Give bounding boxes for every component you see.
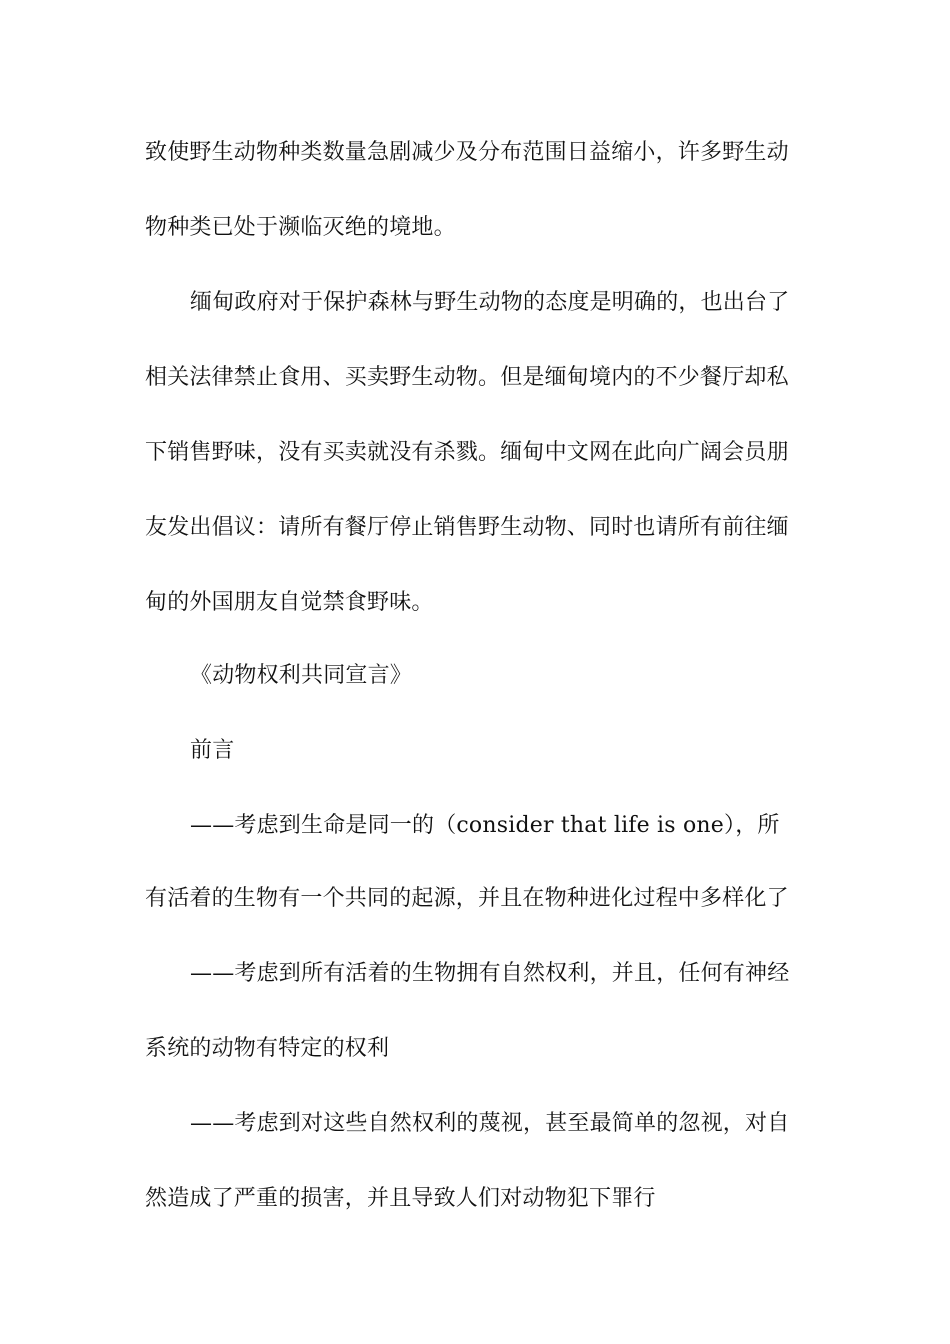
paragraph-line: 下销售野味，没有买卖就没有杀戮。缅甸中文网在此向广阔会员朋 bbox=[145, 440, 789, 465]
declaration-title: 《动物权利共同宣言》 bbox=[190, 663, 413, 688]
paragraph-line: ——考虑到对这些自然权利的蔑视，甚至最简单的忽视，对自 bbox=[190, 1111, 790, 1136]
paragraph-line: 甸的外国朋友自觉禁食野味。 bbox=[145, 590, 434, 615]
paragraph-line: 系统的动物有特定的权利 bbox=[145, 1036, 390, 1061]
paragraph-line: 友发出倡议：请所有餐厅停止销售野生动物、同时也请所有前往缅 bbox=[145, 515, 789, 540]
paragraph-line: ——考虑到生命是同一的（consider that life is one），所 bbox=[190, 813, 780, 838]
paragraph-line: 然造成了严重的损害，并且导致人们对动物犯下罪行 bbox=[145, 1186, 656, 1211]
paragraph-line: 有活着的生物有一个共同的起源，并且在物种进化过程中多样化了 bbox=[145, 886, 789, 911]
paragraph-line: 相关法律禁止食用、买卖野生动物。但是缅甸境内的不少餐厅却私 bbox=[145, 365, 789, 390]
section-heading: 前言 bbox=[190, 738, 235, 763]
paragraph-line: 缅甸政府对于保护森林与野生动物的态度是明确的，也出台了 bbox=[190, 290, 790, 315]
paragraph-line: 致使野生动物种类数量急剧减少及分布范围日益缩小，许多野生动 bbox=[145, 140, 789, 165]
paragraph-line: ——考虑到所有活着的生物拥有自然权利，并且，任何有神经 bbox=[190, 961, 790, 986]
paragraph-line: 物种类已处于濒临灭绝的境地。 bbox=[145, 215, 456, 240]
